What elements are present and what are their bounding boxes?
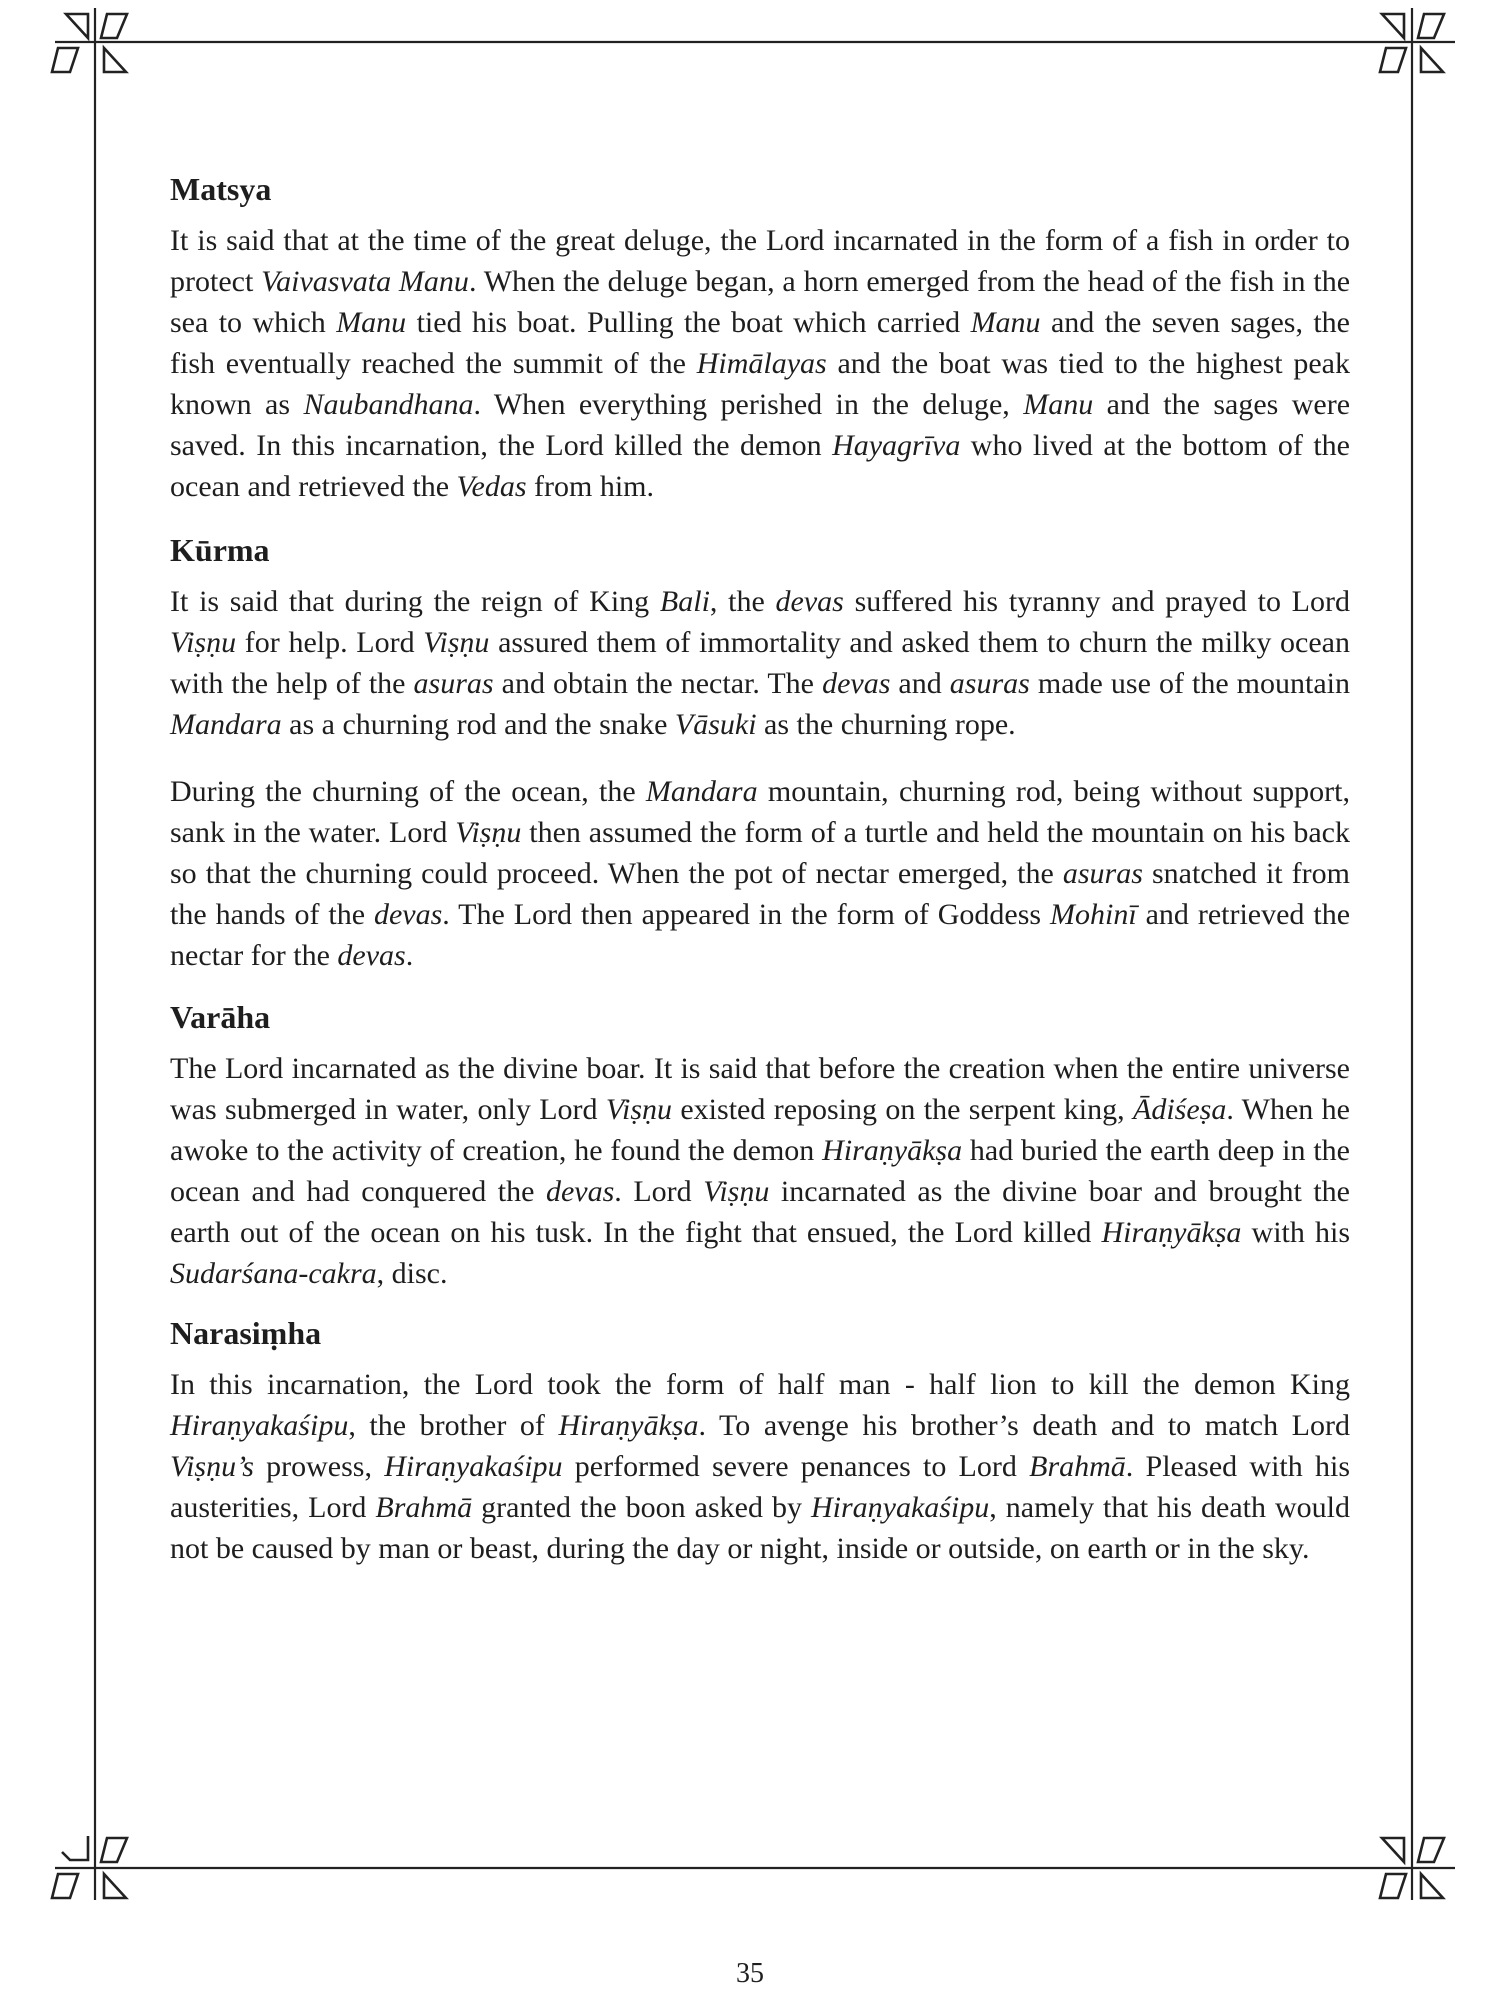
text-run: then assumed the form of a turtle and held the mountain on his back so that the churning could proceed. When the pot of nectar emerged, the xyxy=(170,816,1350,890)
text-run: performed severe penances to Lord xyxy=(562,1450,1030,1483)
italic-term: Viṣṇu xyxy=(170,626,237,659)
italic-term: Sudarśana-cakra xyxy=(170,1257,377,1290)
section xyxy=(170,531,1350,976)
body-paragraph xyxy=(170,771,1350,976)
text-run: and xyxy=(890,667,950,700)
text-run: mountain, churning rod, being without support, sank in the water. Lord xyxy=(170,775,1350,849)
italic-term: Manu xyxy=(1023,388,1094,421)
italic-term: Vaivasvata Manu xyxy=(261,265,469,298)
italic-term: Viṣṇu xyxy=(455,816,522,849)
italic-term: asuras xyxy=(413,667,494,700)
italic-term: Vāsuki xyxy=(674,708,757,741)
italic-term: Viṣṇu xyxy=(605,1093,672,1126)
text-run: , disc. xyxy=(376,1257,448,1290)
section-heading: Varāha xyxy=(170,999,271,1035)
body-paragraph xyxy=(170,220,1350,507)
text-run: suffered his tyranny and prayed to Lord xyxy=(843,585,1350,618)
text-run: and the seven sages, the fish eventually reached the summit of the xyxy=(170,306,1350,380)
page-number: 35 xyxy=(736,1958,764,1989)
text-run: , namely that his death would not be caused by man or beast, during the day or night, inside or outside, on earth or in the sky. xyxy=(170,1491,1350,1565)
text-run: The Lord incarnated as the divine boar. It is said that before the creation when the entire universe was submerged in water, only Lord xyxy=(170,1052,1350,1126)
text-run: from him. xyxy=(526,470,655,503)
italic-term: Brahmā xyxy=(375,1491,473,1524)
italic-term: devas xyxy=(822,667,891,700)
section xyxy=(170,170,1350,507)
text-run: . xyxy=(405,939,414,972)
text-run: and obtain the nectar. The xyxy=(493,667,823,700)
italic-term: Hiraṇyākṣa xyxy=(822,1134,963,1167)
body-paragraph xyxy=(170,1364,1350,1569)
text-run: , the xyxy=(709,585,776,618)
text-run: made use of the mountain xyxy=(1029,667,1351,700)
text-run: snatched it from the hands of the xyxy=(170,857,1350,931)
text-run: as the churning rope. xyxy=(756,708,1016,741)
italic-term: devas xyxy=(545,1175,615,1208)
text-run: who lived at the bottom of the ocean and retrieved the xyxy=(170,429,1350,503)
italic-term: Naubandhana xyxy=(303,388,474,421)
italic-term: asuras xyxy=(949,667,1030,700)
italic-term: Manu xyxy=(336,306,407,339)
italic-term: Ādiśeṣa xyxy=(1133,1093,1227,1126)
italic-term: Mandara xyxy=(170,708,282,741)
italic-term: Viṣṇu’s xyxy=(170,1450,254,1483)
section-heading: Narasiṃha xyxy=(170,1315,322,1351)
italic-term: Brahmā xyxy=(1029,1450,1126,1483)
italic-term: Viṣṇu xyxy=(423,626,490,659)
italic-term: Hiraṇyakaśipu xyxy=(810,1491,990,1524)
text-run: tied his boat. Pulling the boat which carried xyxy=(406,306,971,339)
italic-term: asuras xyxy=(1062,857,1143,890)
text-run: for help. Lord xyxy=(236,626,424,659)
text-run: . When the deluge began, a horn emerged from the head of the fish in the sea to which xyxy=(170,265,1351,339)
section-heading: Kūrma xyxy=(170,532,270,568)
text-run: . When he awoke to the activity of creation, he found the demon xyxy=(170,1093,1350,1167)
text-run: . When everything perished in the deluge, xyxy=(473,388,1024,421)
italic-term: Bali xyxy=(659,585,710,618)
text-run: existed reposing on the serpent king, xyxy=(672,1093,1134,1126)
text-run: , the brother of xyxy=(348,1409,559,1442)
text-run: . Lord xyxy=(614,1175,704,1208)
text-run: assured them of immortality and asked them to churn the milky ocean with the help of the xyxy=(170,626,1350,700)
italic-term: devas xyxy=(337,939,406,972)
section xyxy=(170,998,1350,1294)
italic-term: Hiraṇyākṣa xyxy=(1101,1216,1242,1249)
text-run: . The Lord then appeared in the form of Goddess xyxy=(442,898,1050,931)
text-run: In this incarnation, the Lord took the form of half man - half lion to kill the demon King xyxy=(170,1368,1350,1401)
text-run: . Pleased with his austerities, Lord xyxy=(170,1450,1350,1524)
body-paragraph xyxy=(170,581,1350,745)
text-run: granted the boon asked by xyxy=(472,1491,811,1524)
italic-term: Himālayas xyxy=(696,347,827,380)
italic-term: Hayagrīva xyxy=(832,429,961,462)
text-run: as a churning rod and the snake xyxy=(281,708,675,741)
italic-term: Hiraṇyākṣa xyxy=(558,1409,699,1442)
italic-term: Mandara xyxy=(645,775,758,808)
text-run: incarnated as the divine boar and brought the earth out of the ocean on his tusk. In the fight that ensued, the Lord killed xyxy=(170,1175,1350,1249)
text-run: . To avenge his brother’s death and to match Lord xyxy=(698,1409,1350,1442)
text-run: and retrieved the nectar for the xyxy=(170,898,1351,972)
text-run: and the boat was tied to the highest peak known as xyxy=(170,347,1350,421)
page-body xyxy=(170,150,1350,1587)
italic-term: Hiraṇyakaśipu xyxy=(384,1450,563,1483)
text-run: prowess, xyxy=(253,1450,385,1483)
italic-term: Viṣṇu xyxy=(703,1175,770,1208)
italic-term: devas xyxy=(775,585,844,618)
section xyxy=(170,1314,1350,1569)
italic-term: Vedas xyxy=(456,470,527,503)
text-run: had buried the earth deep in the ocean and had conquered the xyxy=(170,1134,1350,1208)
text-run: It is said that at the time of the great deluge, the Lord incarnated in the form of a fish in order to protect xyxy=(170,224,1350,298)
text-run: It is said that during the reign of King xyxy=(170,585,660,618)
italic-term: Manu xyxy=(970,306,1041,339)
text-run: with his xyxy=(1241,1216,1350,1249)
section-heading: Matsya xyxy=(170,171,272,207)
italic-term: Hiraṇyakaśipu xyxy=(170,1409,349,1442)
text-run: During the churning of the ocean, the xyxy=(170,775,646,808)
italic-term: Mohinī xyxy=(1050,898,1137,931)
body-paragraph xyxy=(170,1048,1350,1294)
text-run: and the sages were saved. In this incarnation, the Lord killed the demon xyxy=(170,388,1351,462)
italic-term: devas xyxy=(373,898,443,931)
